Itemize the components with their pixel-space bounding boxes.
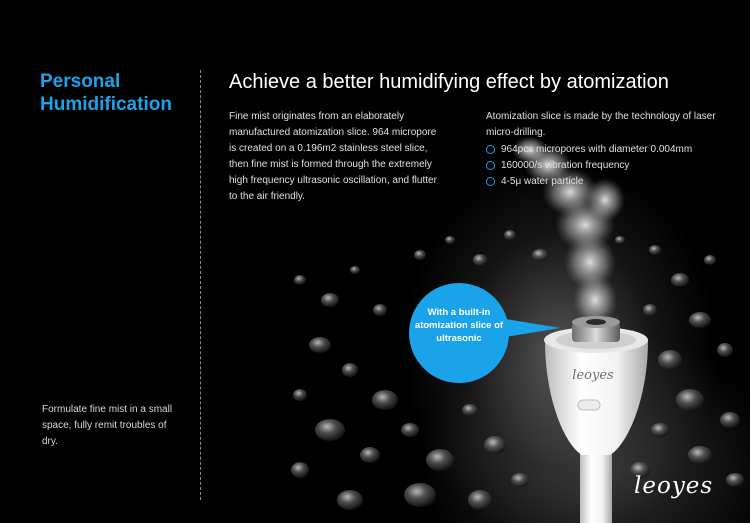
technology-intro: Atomization slice is made by the technology of laser micro-drilling.	[486, 111, 716, 138]
brand-logo: leoyes	[634, 473, 714, 499]
vertical-divider	[200, 70, 201, 500]
feature-text: 964pcs micropores with diameter 0.004mm	[501, 143, 693, 155]
description-paragraph: Fine mist originates from an elaborately manufactured atomization slice. 964 micropore is created on a 0.196m2 stainless steel slice, then fine mist is formed through the extremely high frequency ultrasonic oscillation, and flutter to the air friendly.	[229, 111, 437, 202]
feature-text: 4-5μ water particle	[501, 175, 584, 187]
feature-item	[486, 157, 692, 173]
feature-list	[486, 141, 692, 189]
circle-bullet-icon	[486, 145, 495, 154]
circle-bullet-icon	[486, 177, 495, 186]
circle-bullet-icon	[486, 161, 495, 170]
device-logo-text: leoyes	[572, 368, 614, 383]
feature-text: 160000/s vibration frequency	[501, 159, 630, 171]
main-heading: Achieve a better humidifying effect by atomization	[229, 71, 669, 93]
callout-pointer	[500, 318, 560, 338]
sidebar-note: Formulate fine mist in a small space, fully remit troubles of dry.	[42, 404, 173, 447]
sidebar-title: Personal Humidification	[40, 71, 172, 115]
feature-item	[486, 173, 692, 189]
callout-text: With a built-in atomization slice of ultrasonic	[414, 307, 504, 344]
feature-item	[486, 141, 692, 157]
